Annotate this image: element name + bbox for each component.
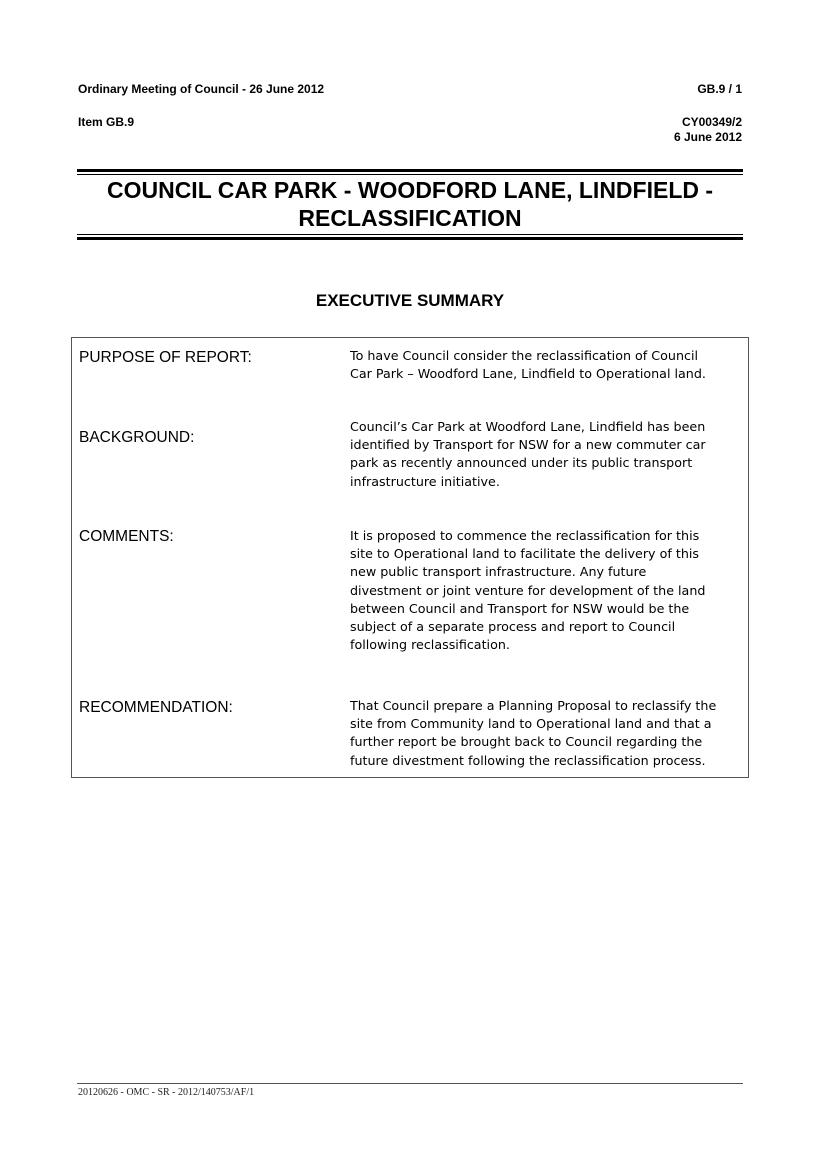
background-line: park as recently announced under its public transport [350,455,693,471]
report-date: 6 June 2012 [673,130,742,144]
executive-summary-heading: EXECUTIVE SUMMARY [315,291,505,310]
recommendation-line: future divestment following the reclassification process. [350,752,706,768]
page-reference: GB.9 / 1 [697,82,742,96]
comments-line: site to Operational land to facilitate the delivery of this [350,546,699,562]
header-row-item [78,115,742,145]
background-line: infrastructure initiative. [350,473,500,489]
comments-line: It is proposed to commence the reclassification for this [350,528,700,543]
comments-line: between Council and Transport for NSW would be the [350,600,690,616]
comments-line: divestment or joint venture for development of the land [350,582,706,598]
title-bottom-rule-thin [77,234,743,235]
purpose-line: To have Council consider the reclassification of Council [350,348,699,363]
report-title [60,176,760,232]
comments-label: COMMENTS: [79,528,174,545]
footer-reference: 20120626 - OMC - SR - 2012/140753/AF/1 [78,1087,255,1098]
report-title-line-2: RECLASSIFICATION [298,205,522,231]
comments-line: subject of a separate process and report to Council [350,619,676,635]
comments-line: new public transport infrastructure. Any future [350,564,647,580]
file-reference-block [674,115,742,145]
background-text [350,418,746,491]
background-line: identified by Transport for NSW for a new commuter car [350,437,706,453]
purpose-label: PURPOSE OF REPORT: [79,349,252,366]
purpose-text [350,347,746,383]
recommendation-label: RECOMMENDATION: [79,699,233,716]
comments-text [350,527,746,654]
meeting-title: Ordinary Meeting of Council - 26 June 2012 [78,82,325,96]
recommendation-text [350,697,746,770]
item-number: Item GB.9 [78,115,135,129]
recommendation-line: further report be brought back to Council regarding the [350,734,703,750]
footer-rule [77,1083,743,1084]
comments-line: following reclassification. [350,637,510,653]
report-title-line-1: COUNCIL CAR PARK - WOODFORD LANE, LINDFIELD - [106,177,714,203]
recommendation-line: site from Community land to Operational land and that a [350,716,712,732]
executive-summary-box [71,337,749,778]
purpose-line: Car Park – Woodford Lane, Lindfield to Operational land. [350,366,706,382]
header-row-meeting [78,82,742,97]
background-line: Council’s Car Park at Woodford Lane, Lindfield has been [350,419,706,434]
file-reference: CY00349/2 [681,115,742,129]
title-top-rule-thin [77,174,743,175]
recommendation-line: That Council prepare a Planning Proposal to reclassify the [350,698,717,713]
title-top-rule-thick [77,169,743,172]
background-label: BACKGROUND: [79,429,195,446]
title-bottom-rule-thick [77,237,743,240]
